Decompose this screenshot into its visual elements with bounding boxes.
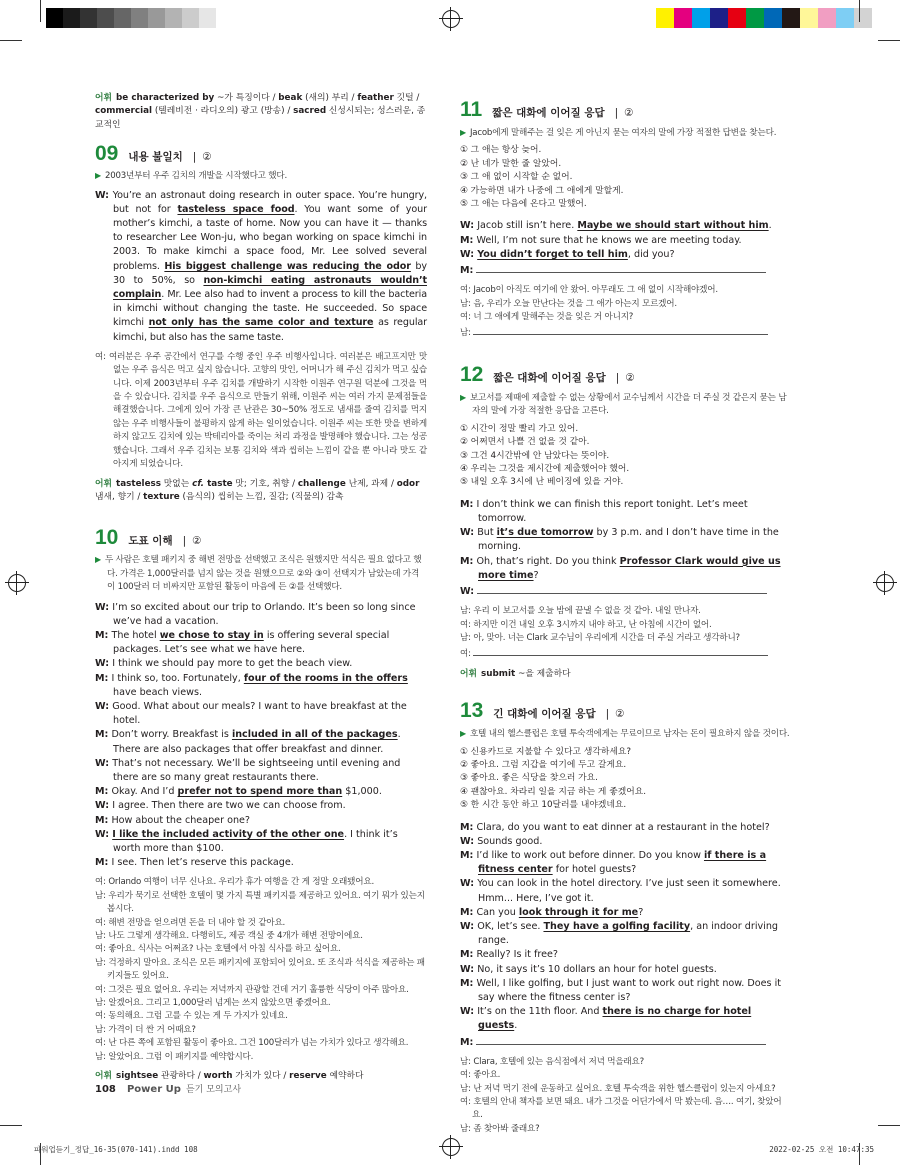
- speaker: M:: [460, 821, 474, 833]
- speaker: 여:: [460, 285, 471, 296]
- translation-text: Orlando 여행이 너무 신나요. 우리가 휴가 여행을 간 게 정말 오래됐어요.: [108, 877, 374, 888]
- answer-option: ② 난 네가 말한 줄 알았어.: [460, 158, 562, 169]
- speaker: W:: [95, 658, 110, 670]
- dialogue-text: The hotel we chose to stay in is offering several special packages. Let’s see what we have here.: [111, 629, 390, 656]
- question-answer: ②: [624, 107, 634, 119]
- dialogue-line: [460, 977, 790, 1005]
- answer-option: ⑤ 한 시간 동안 하고 10달러를 내야겠네요.: [460, 800, 627, 811]
- speaker: 남:: [460, 1056, 471, 1067]
- dialogue-text: You didn’t forget to tell him, did you?: [477, 248, 675, 260]
- question-title: 긴 대화에 이어질 응답: [493, 708, 596, 721]
- translation-text: 알겠어요. 그리고 1,000달러 넘게는 쓰지 않았으면 좋겠어요.: [108, 998, 331, 1009]
- speaker: M:: [460, 555, 474, 567]
- translation-line: [460, 1123, 790, 1136]
- separator: |: [192, 151, 197, 164]
- translation-line: [95, 1051, 427, 1064]
- question-number: 10: [95, 526, 119, 550]
- dialogue-line: [95, 814, 427, 828]
- print-timestamp: 2022-02-25 오전 10:47:35: [769, 1145, 874, 1154]
- question-answer: ②: [615, 708, 625, 721]
- answer-option: ③ 그건 4시간밖에 안 남았다는 뜻이야.: [460, 450, 610, 461]
- q10-translation: [95, 876, 427, 1064]
- translation-text: 걱정하지 말아요. 조식은 모든 패키지에 포함되어 있어요. 또 조식과 석식을 제공하는 패키지들도 있어요.: [107, 957, 425, 982]
- translation-text: 나도 그렇게 생각해요. 다행히도, 제공 객실 중 4개가 해변 전망이에요.: [108, 931, 363, 942]
- answer-blank: [473, 324, 768, 335]
- speaker: 남:: [460, 606, 471, 617]
- translation-line: [460, 284, 790, 297]
- speaker: 여:: [95, 877, 106, 888]
- dialogue-text: I don’t think we can finish this report tonight. Let’s meet tomorrow.: [476, 498, 748, 524]
- translation-text: 난 저녁 먹기 전에 운동하고 싶어요. 호텔 투숙객을 위한 헬스클럽이 있는지 아세요?: [473, 1083, 776, 1094]
- dialogue-text: Can you look through it for me?: [476, 906, 644, 918]
- answer-option: ② 좋아요. 그럼 지갑을 여기에 두고 갈게요.: [460, 759, 627, 770]
- vocab-text: sightsee 관광하다 / worth 가치가 있다 / reserve 예약하다: [116, 1071, 364, 1082]
- speaker: W:: [460, 921, 475, 933]
- q09-desc-text: 2003년부터 우주 김치의 개발을 시작했다고 했다.: [104, 171, 288, 182]
- speaker: W:: [460, 1006, 475, 1018]
- triangle-icon: ▶: [95, 555, 101, 565]
- q10-dialogue: [95, 601, 427, 871]
- translation-text: 해변 전망을 얻으려면 돈을 더 내야 할 것 같아요.: [108, 917, 286, 928]
- dialogue-line: [460, 906, 790, 920]
- q09-desc: [95, 169, 427, 183]
- dialogue-line: [460, 498, 790, 526]
- dialogue-text: That’s not necessary. We’ll be sightseeing until evening and there are so many great restaurants there.: [112, 757, 401, 783]
- question-title: 짧은 대화에 이어질 응답: [493, 371, 606, 384]
- question-number: 12: [460, 362, 484, 386]
- speaker: 여:: [95, 917, 106, 928]
- translation-line: [460, 324, 790, 340]
- question-answer: ②: [202, 151, 212, 164]
- question-number: 11: [460, 98, 483, 121]
- translation-line: [460, 632, 790, 645]
- translation-line: [95, 930, 427, 943]
- speaker: 여:: [460, 649, 471, 660]
- translation-line: [95, 957, 427, 984]
- speaker: M:: [460, 949, 474, 961]
- color-swatch: [836, 8, 854, 28]
- speaker: W:: [460, 835, 475, 847]
- dialogue-line: [95, 672, 427, 700]
- triangle-icon: ▶: [95, 171, 101, 181]
- dialogue-line: [95, 629, 427, 657]
- dialogue-text: Sounds good.: [477, 835, 543, 847]
- translation-text: 우리가 묵기로 선택한 호텔이 몇 가지 특별 패키지를 제공하고 있어요. 여기 뭐가 있는지 봅시다.: [107, 890, 425, 915]
- translation-line: [460, 645, 790, 661]
- gray-swatch: [63, 8, 80, 28]
- triangle-icon: ▶: [460, 392, 466, 402]
- q13-translation: [460, 1056, 790, 1136]
- gray-swatch: [131, 8, 148, 28]
- q13-header: [460, 699, 790, 723]
- translation-text: 아, 맞아. 너는 Clark 교수님이 우리에게 시간을 더 주실 거라고 생각하니?: [473, 632, 740, 643]
- dialogue-line: [460, 219, 790, 233]
- q13-options: [460, 746, 790, 813]
- speaker: M:: [95, 786, 109, 798]
- speaker: M:: [95, 814, 109, 826]
- translation-line: [95, 890, 427, 917]
- vocab-top: [95, 92, 427, 132]
- dialogue-line: [95, 799, 427, 813]
- q11-translation: [460, 284, 790, 341]
- vocab-tag: 어휘: [460, 668, 477, 679]
- question-answer: ②: [192, 535, 202, 548]
- translation-text: 우리 이 보고서를 오늘 밤에 끝낼 수 없을 것 같아. 내일 만나자.: [473, 606, 701, 617]
- answer-option: ① 시간이 정말 빨리 가고 있어.: [460, 423, 579, 434]
- speaker: M:: [95, 729, 109, 741]
- file-slug: 파워업듣기_정답_16-35(070-141).indd 108: [34, 1145, 198, 1154]
- dialogue-line: [95, 828, 427, 856]
- speaker: W:: [95, 757, 110, 769]
- answer-blank: [476, 1034, 766, 1045]
- answer-blank: [477, 583, 767, 594]
- dialogue-text: I’d like to work out before dinner. Do you know if there is a fitness center for hotel guests?: [476, 850, 767, 876]
- passage-text: You’re an astronaut doing research in outer space. You’re hungry, but not for tasteless space food. You want some of your mother’s kimchi, a taste of home. Now you can have it — thanks to researcher Lee Won-ju, who began working on space kimchi in 2003. To make kimchi a space food, Mr. Lee solved several problems. His biggest challenge was reducing the odor by 30 to 50%, so non-kimchi eating astronauts wouldn’t complain. Mr. Lee also had to invent a process to kill the bacteria in kimchi without changing the taste. He succeeded. So space kimchi not only has the same color and texture as regular kimchi, but also has the same taste.: [112, 189, 428, 343]
- dialogue-line: [95, 601, 427, 629]
- translation-text: 동의해요. 그럼 고를 수 있는 게 두 가지가 있네요.: [108, 1011, 288, 1022]
- speaker: M:: [460, 265, 474, 277]
- gray-swatch: [182, 8, 199, 28]
- dialogue-line: [95, 700, 427, 728]
- triangle-icon: ▶: [460, 128, 466, 137]
- gray-swatch: [148, 8, 165, 28]
- question-title: 짧은 대화에 이어질 응답: [492, 107, 605, 119]
- dialogue-text: But it’s due tomorrow by 3 p.m. and I don’t have time in the morning.: [477, 527, 779, 553]
- registration-mark-left: [8, 574, 26, 592]
- speaker: W:: [95, 828, 110, 840]
- translation-text: 여러분은 우주 공간에서 연구를 수행 중인 우주 비행사입니다. 여러분은 배고프지만 맛없는 우주 음식은 먹고 싶지 않습니다. 고향의 맛인, 어머니가 해 주신 김치가 먹고 싶습니다. 이제 2003년부터 우주 김치를 개발하기 시작한 이원주 연구원 덕분에 그것을 먹을 수 있습니다. 김치를 우주 음식으로 만들기 위해, 이원주 씨는 여러 가지 문제점들을 해결했습니다. 그에게 있어 가장 큰 난관은 30~50% 정도로 냄새를 줄여 김치를 먹지 않는 우주 비행사들이 불평하지 않게 하는 일이었습니다. 이원주 씨는 또한 맛을 변하게 하지 않고도 김치에 있는 박테리아를 죽이는 처리 과정을 발명해야 했습니다. 그는 성공했습니다. 그래서 우주 김치는 보통 김치와 색과 씹히는 느낌이 같을 뿐 아니라 맛도 같아지게 되었습니다.: [109, 351, 427, 470]
- answer-option: ③ 그 애 없이 시작할 순 없어.: [460, 172, 573, 183]
- dialogue-line: [460, 583, 790, 599]
- speaker: 여:: [95, 1011, 106, 1022]
- dialogue-line: [460, 821, 790, 835]
- footer-subtitle: 듣기 모의고사: [185, 1085, 242, 1095]
- question-title: 도표 이해: [128, 535, 173, 548]
- gray-swatch: [165, 8, 182, 28]
- dialogue-line: [460, 835, 790, 849]
- question-number: 13: [460, 699, 484, 723]
- dialogue-text: Jacob still isn’t here. Maybe we should start without him.: [477, 220, 772, 232]
- color-swatch: [764, 8, 782, 28]
- speaker: 여:: [95, 944, 106, 955]
- q12-dialogue: [460, 498, 790, 599]
- translation-line: [95, 917, 427, 930]
- gray-swatch: [216, 8, 233, 28]
- dialogue-text: Okay. And I’d prefer not to spend more than $1,000.: [111, 786, 382, 798]
- translation-text: 그것은 필요 없어요. 우리는 저녁까지 관광할 건데 거기 훌륭한 식당이 아주 많아요.: [108, 984, 409, 995]
- speaker: W:: [95, 601, 110, 613]
- dialogue-text: Oh, that’s right. Do you think Professor Clark would give us more time?: [476, 555, 781, 581]
- registration-mark-bottom: [442, 1138, 460, 1156]
- speaker: W:: [460, 878, 475, 890]
- speaker: W:: [95, 700, 110, 712]
- q12-header: [460, 363, 790, 387]
- speaker: W:: [95, 189, 109, 201]
- vocab-tag: 어휘: [95, 478, 112, 489]
- q09-vocab: [95, 478, 427, 505]
- translation-text: 좀 찾아봐 줄래요?: [473, 1123, 540, 1134]
- answer-blank: [476, 262, 766, 273]
- color-swatch: [782, 8, 800, 28]
- dialogue-text: I think we should pay more to get the beach view.: [112, 658, 353, 670]
- translation-line: [95, 997, 427, 1010]
- translation-line: [95, 1037, 427, 1050]
- question-number: 09: [95, 142, 119, 166]
- speaker: W:: [460, 585, 475, 597]
- translation-text: 음, 우리가 오늘 만난다는 것을 그 애가 아는지 모르겠어.: [473, 298, 677, 309]
- dialogue-text: It’s on the 11th floor. And there is no charge for hotel guests.: [477, 1006, 752, 1032]
- translation-line: [95, 984, 427, 997]
- translation-text: 가격이 더 싼 거 어때요?: [108, 1024, 196, 1035]
- gray-swatch: [97, 8, 114, 28]
- color-swatch: [818, 8, 836, 28]
- dialogue-line: [460, 1005, 790, 1033]
- answer-option: ① 신용카드로 지불할 수 있다고 생각하세요?: [460, 746, 631, 757]
- dialogue-line: [460, 555, 790, 583]
- dialogue-line: [460, 920, 790, 948]
- dialogue-text: I like the included activity of the other one. I think it’s worth more than $100.: [112, 828, 398, 854]
- brand-name: Power Up: [126, 1084, 181, 1095]
- answer-option: ⑤ 내일 오후 3시에 난 베이징에 있을 거야.: [460, 477, 624, 488]
- translation-line: [95, 1010, 427, 1023]
- speaker: 남:: [95, 998, 106, 1009]
- dialogue-line: [95, 856, 427, 870]
- vocab-text: tasteless 맛없는 cf. taste 맛; 기호, 취향 / challenge 난제, 과제 / odor 냄새, 향기 / texture (음식의) 씹히는 느낌, 질감; (직물의) 감촉: [95, 478, 420, 502]
- q13-dialogue: [460, 821, 790, 1050]
- color-bar: [656, 8, 872, 28]
- translation-text: 좋아요.: [473, 1070, 501, 1081]
- speaker: M:: [460, 977, 474, 989]
- translation-line: [95, 943, 427, 956]
- speaker: M:: [460, 1036, 474, 1048]
- translation-text: Clara, 호텔에 있는 음식점에서 저녁 먹을래요?: [473, 1056, 644, 1067]
- vocab-tag: 어휘: [95, 93, 112, 103]
- answer-option: ④ 괜찮아요. 차라리 일을 지금 하는 게 좋겠어요.: [460, 786, 647, 797]
- speaker: W:: [460, 527, 475, 539]
- question-title: 내용 불일치: [128, 151, 183, 164]
- dialogue-text: I’m so excited about our trip to Orlando. It’s been so long since we’ve had a vacation.: [112, 601, 416, 627]
- crop-mark: [859, 0, 860, 22]
- speaker: M:: [95, 672, 109, 684]
- translation-text: 알았어요. 그럼 이 패키지를 예약합시다.: [108, 1051, 254, 1062]
- crop-mark: [0, 40, 22, 41]
- answer-option: ② 어쩌면서 나쁠 건 없을 것 같아.: [460, 437, 590, 448]
- dialogue-line: [95, 757, 427, 785]
- q13-desc: [460, 727, 790, 741]
- answer-option: ③ 좋아요. 좋은 식당을 찾으러 가요.: [460, 773, 598, 784]
- translation-text: 너 그 애에게 말해주는 것을 잊은 거 아니지?: [473, 312, 634, 323]
- speaker: 남:: [460, 1123, 471, 1134]
- q13-desc-text: 호텔 내의 헬스클럽은 호텔 투숙객에게는 무료이므로 남자는 돈이 필요하지 않을 것이다.: [469, 729, 790, 740]
- left-column: [95, 92, 427, 1084]
- q12-desc: [460, 391, 790, 419]
- color-swatch: [656, 8, 674, 28]
- dialogue-text: You can look in the hotel directory. I’ve just seen it somewhere. Hmm... Here, I’ve got it.: [477, 878, 781, 904]
- registration-mark-right: [876, 574, 894, 592]
- translation-text: 좋아요. 식사는 어쩌죠? 나는 호텔에서 아침 식사를 하고 싶어요.: [108, 944, 341, 955]
- speaker: M:: [460, 234, 474, 246]
- speaker: 여:: [95, 351, 106, 362]
- translation-line: [460, 605, 790, 618]
- q09-translation: [95, 351, 427, 472]
- translation-line: [460, 619, 790, 632]
- dialogue-text: No, it says it’s 10 dollars an hour for hotel guests.: [477, 963, 717, 975]
- dialogue-line: [460, 1034, 790, 1050]
- gray-swatch: [199, 8, 216, 28]
- q09-header: [95, 142, 427, 166]
- translation-line: [460, 1083, 790, 1096]
- dialogue-line: [460, 234, 790, 248]
- dialogue-line: [460, 526, 790, 554]
- speaker: M:: [95, 629, 109, 641]
- speaker: W:: [460, 220, 475, 232]
- translation-line: [95, 1024, 427, 1037]
- dialogue-text: I see. Then let’s reserve this package.: [111, 857, 294, 869]
- q10-desc: [95, 553, 427, 594]
- speaker: 남:: [95, 931, 106, 942]
- dialogue-line: [95, 657, 427, 671]
- speaker: W:: [95, 800, 110, 812]
- dialogue-line: [460, 948, 790, 962]
- speaker: 여:: [460, 619, 471, 630]
- speaker: 여:: [95, 1038, 106, 1049]
- dialogue-line: [460, 877, 790, 905]
- dialogue-text: Well, I like golfing, but I just want to work out right now. Does it say where the fitness center is?: [476, 977, 782, 1004]
- dialogue-text: Really? Is it free?: [476, 949, 558, 961]
- speaker: 남:: [460, 298, 471, 309]
- speaker: 남:: [460, 328, 471, 339]
- speaker: W:: [460, 248, 475, 260]
- speaker: 여:: [460, 312, 471, 323]
- crop-mark: [878, 1125, 900, 1126]
- dialogue-line: [95, 785, 427, 799]
- q09-passage: [95, 189, 427, 345]
- speaker: M:: [95, 857, 109, 869]
- speaker: M:: [460, 906, 474, 918]
- answer-option: ④ 가능하면 내가 나중에 그 애에게 말할게.: [460, 185, 624, 196]
- dialogue-line: [460, 963, 790, 977]
- translation-line: [460, 1069, 790, 1082]
- dialogue-line: [460, 849, 790, 877]
- page-number: 108: [95, 1084, 116, 1095]
- q10-header: [95, 526, 427, 550]
- color-swatch: [710, 8, 728, 28]
- color-swatch: [728, 8, 746, 28]
- speaker: W:: [460, 963, 475, 975]
- q11-desc: [460, 126, 790, 140]
- translation-line: [460, 298, 790, 311]
- dialogue-text: Well, I’m not sure that he knows we are meeting today.: [476, 234, 742, 246]
- translation-text: Jacob이 아직도 여기에 안 왔어. 아무래도 그 애 없이 시작해야겠어.: [473, 285, 718, 296]
- triangle-icon: ▶: [460, 729, 466, 739]
- color-swatch: [674, 8, 692, 28]
- speaker: 남:: [460, 632, 471, 643]
- q11-desc-text: Jacob에게 말해주는 걸 잊은 게 아닌지 묻는 여자의 말에 가장 적절한 답변을 찾는다.: [469, 128, 777, 138]
- dialogue-text: I think so, too. Fortunately, four of the rooms in the offers have beach views.: [111, 672, 408, 698]
- vocab-text: be characterized by ~가 특징이다 / beak (새의) 부리 / feather 깃털 / commercial (텔레비전 · 라디오의) 광고 (방송) / sacred 신성시되는; 성스러운, 종교적인: [95, 93, 426, 130]
- color-swatch: [746, 8, 764, 28]
- dialogue-text: I agree. Then there are two we can choose from.: [112, 800, 346, 812]
- page-footer: [95, 1077, 241, 1096]
- crop-mark: [40, 0, 41, 22]
- speaker: 남:: [95, 890, 106, 901]
- color-swatch: [800, 8, 818, 28]
- speaker: 여:: [460, 1097, 471, 1108]
- speaker: M:: [460, 498, 474, 510]
- dialogue-line: [460, 262, 790, 278]
- dialogue-line: [95, 728, 427, 756]
- crop-mark: [0, 1125, 22, 1126]
- translation-line: [95, 876, 427, 889]
- speaker: 남:: [95, 957, 106, 968]
- dialogue-text: Clara, do you want to eat dinner at a restaurant in the hotel?: [476, 821, 770, 833]
- translation-line: [460, 1056, 790, 1069]
- translation-text: 하지만 이건 내일 오후 3시까지 내야 하고, 난 아침에 시간이 없어.: [473, 619, 712, 630]
- crop-mark: [878, 40, 900, 41]
- separator: |: [614, 107, 619, 119]
- q12-vocab: [460, 668, 790, 681]
- speaker: 남:: [95, 1024, 106, 1035]
- dialogue-text: OK, let’s see. They have a golfing facility, an indoor driving range.: [477, 921, 778, 947]
- speaker: 여:: [460, 1070, 471, 1081]
- gray-swatch: [80, 8, 97, 28]
- color-swatch: [692, 8, 710, 28]
- separator: |: [615, 371, 620, 384]
- translation-text: 난 다른 쪽에 포함된 활동이 좋아요. 그건 100달러가 넘는 가치가 있다고 생각해요.: [108, 1038, 409, 1049]
- answer-blank: [473, 645, 768, 656]
- question-answer: ②: [625, 371, 635, 384]
- gray-swatch: [46, 8, 63, 28]
- speaker: M:: [460, 850, 474, 862]
- gray-swatch: [114, 8, 131, 28]
- translation-text: 호텔의 안내 책자를 보면 돼요. 내가 그것을 어딘가에서 막 봤는데. 음…. 여기, 찾았어요.: [472, 1097, 782, 1121]
- speaker: 남:: [460, 1083, 471, 1094]
- dialogue-line: [460, 248, 790, 262]
- grayscale-bar: [46, 8, 233, 28]
- q11-options: [460, 144, 790, 211]
- dialogue-text: Don’t worry. Breakfast is included in all of the packages. There are also packages that offer breakfast and dinner.: [111, 729, 401, 755]
- answer-option: ⑤ 그 애는 다음에 온다고 말했어.: [460, 199, 587, 210]
- answer-option: ④ 우리는 그것을 제시간에 제출했어야 했어.: [460, 463, 630, 474]
- registration-mark-top: [442, 10, 460, 28]
- q12-options: [460, 423, 790, 490]
- translation-line: [460, 311, 790, 324]
- speaker: 남:: [95, 1051, 106, 1062]
- q10-desc-text: 두 사람은 호텔 패키지 중 해변 전망을 선택했고 조식은 원했지만 석식은 필요 없다고 했다. 가격은 1,000달러를 넘지 않는 것을 원했으므로 ②와 ③이 선택지가 남았는데 가격이 100달러 더 비싸지만 포함된 활동이 마음에 든 ②를 선택했다.: [104, 555, 422, 593]
- speaker: 여:: [95, 984, 106, 995]
- q11-dialogue: [460, 219, 790, 278]
- q12-translation: [460, 605, 790, 662]
- answer-option: ① 그 애는 항상 늦어.: [460, 145, 542, 156]
- translation-line: [460, 1096, 790, 1123]
- separator: |: [605, 708, 610, 721]
- right-column: [460, 98, 790, 1136]
- q11-header: [460, 98, 790, 122]
- color-swatch: [854, 8, 872, 28]
- vocab-tag: 어휘: [95, 1071, 112, 1082]
- vocab-text: submit ~을 제출하다: [481, 668, 571, 679]
- dialogue-text: Good. What about our meals? I want to have breakfast at the hotel.: [112, 700, 407, 727]
- q12-desc-text: 보고서를 제때에 제출할 수 없는 상황에서 교수님께서 시간을 더 주실 것 같은지 묻는 남자의 말에 가장 적절한 응답을 고른다.: [469, 392, 787, 417]
- dialogue-text: How about the cheaper one?: [111, 814, 251, 826]
- separator: |: [182, 535, 187, 548]
